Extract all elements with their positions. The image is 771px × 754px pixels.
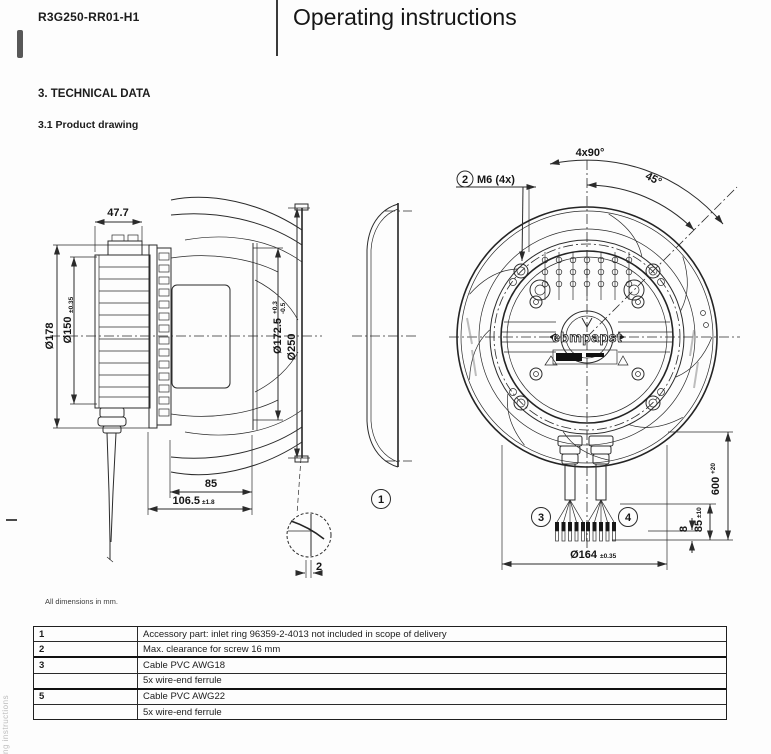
legend-table — [33, 626, 727, 720]
section-title: 3. TECHNICAL DATA — [38, 88, 151, 100]
table-row — [34, 656, 726, 672]
dim-depth-impeller: 85 — [204, 478, 218, 490]
dim-cable-length-tol: +20 — [710, 462, 717, 474]
table-row — [34, 627, 726, 641]
dim-strip-length-tol: ±10 — [696, 507, 703, 518]
row-desc-cell: Cable PVC AWG18 — [143, 659, 226, 671]
scan-artifact-smudge — [17, 30, 23, 58]
cable-glands — [558, 436, 613, 500]
dim-hole-angle: 45° — [643, 170, 664, 189]
page-edge-text: ng instructions — [1, 694, 10, 754]
front-view-drawing — [449, 147, 740, 570]
row-number-cell — [34, 705, 138, 719]
wire-ferrules-cable1 — [555, 500, 585, 541]
dim-dia-backplate-tol-up: +0.3 — [272, 301, 279, 314]
row-desc-cell: Max. clearance for screw 16 mm — [143, 643, 281, 655]
row-number-cell: 5 — [34, 690, 138, 704]
table-row — [34, 641, 726, 656]
callout-cable2: 4 — [624, 512, 632, 524]
callout-cable1: 3 — [537, 512, 545, 524]
table-row — [34, 704, 726, 719]
dim-dia-mounting: Ø164 — [570, 549, 597, 561]
dimensions-note: All dimensions in mm. — [45, 597, 118, 606]
dim-cable-length: 600 — [710, 476, 722, 496]
side-view-drawing — [44, 197, 391, 578]
dim-hole-pattern: 4x90° — [575, 147, 605, 159]
dim-detail: 2 — [316, 561, 323, 573]
dim-dia-rotor-tol: ±0.35 — [68, 296, 75, 313]
brand-logo: ebmpapst — [551, 329, 623, 345]
row-desc-cell: Accessory part: inlet ring 96359-2-4013 not included in scope of delivery — [143, 628, 447, 640]
motor-wiring-detail — [530, 252, 644, 300]
dim-depth: 47.7 — [107, 207, 129, 219]
row-number-cell: 1 — [34, 627, 138, 641]
document-number: R3G250-RR01-H1 — [38, 10, 140, 24]
inlet-ring-drawing — [352, 203, 418, 467]
screw-label: M6 (4x) — [477, 174, 515, 186]
wire-ferrules-cable2 — [586, 500, 616, 541]
table-row — [34, 673, 726, 688]
dim-dia-backplate: Ø172.5 — [272, 317, 284, 355]
row-number-cell: 2 — [34, 642, 138, 656]
product-drawing — [0, 140, 771, 625]
header-divider — [276, 0, 278, 56]
row-number-cell: 3 — [34, 658, 138, 672]
dim-strip-length: 85 — [693, 519, 705, 533]
callout-inlet-ring: 1 — [377, 494, 385, 506]
dim-depth-total-tol: ±1.8 — [202, 499, 215, 506]
table-row — [34, 688, 726, 704]
page-title: Operating instructions — [293, 4, 517, 30]
callout-screw: 2 — [461, 174, 469, 186]
dim-dia-mounting-tol: ±0.35 — [600, 553, 617, 560]
dim-dia-rotor: Ø150 — [62, 316, 74, 344]
row-desc-cell: 5x wire-end ferrule — [143, 706, 222, 718]
dim-dia-motor: Ø178 — [44, 322, 56, 350]
row-desc-cell: 5x wire-end ferrule — [143, 675, 222, 687]
dim-depth-total: 106.5 — [172, 495, 200, 507]
dim-ferrule-length: 8 — [678, 525, 690, 533]
row-desc-cell: Cable PVC AWG22 — [143, 691, 226, 703]
dim-dia-backplate-tol-dn: -0.5 — [280, 302, 287, 314]
subsection-title: 3.1 Product drawing — [38, 119, 139, 131]
dim-dia-impeller: Ø250 — [286, 333, 298, 361]
row-number-cell — [34, 674, 138, 688]
